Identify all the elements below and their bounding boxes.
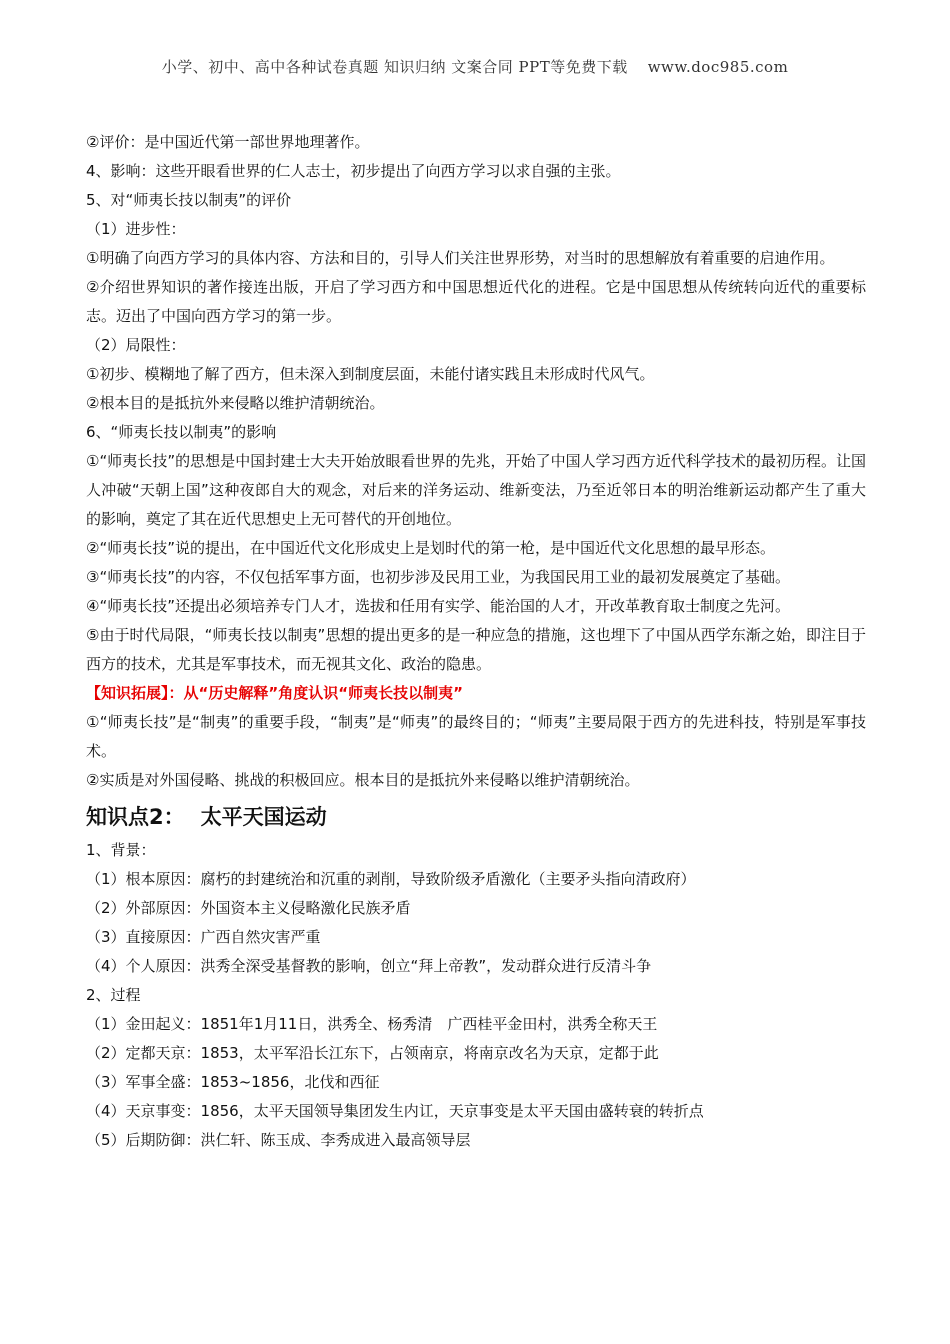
extension-title: 【知识拓展】：从“历史解释”角度认识“师夷长技以制夷” bbox=[86, 684, 463, 702]
list-item: （3）军事全盛：1853~1856，北伐和西征 bbox=[86, 1073, 380, 1091]
list-item: （1）金田起义：1851年1月11日，洪秀全、杨秀清 广西桂平金田村，洪秀全称天王 bbox=[86, 1015, 658, 1033]
paragraph: ④“师夷长技”还提出必须培养专门人才，选拔和任用有实学、能治国的人才，开改革教育取士制度之先河。 bbox=[86, 597, 790, 615]
paragraph: （1）进步性： bbox=[86, 220, 186, 238]
list-item: （3）直接原因：广西自然灾害严重 bbox=[86, 928, 321, 946]
paragraph: ①“师夷长技”的思想是中国封建士大夫开始放眼看世界的先兆，开始了中国人学习西方近代科学技术的最初历程。让国人冲破“天朝上国”这种夜郎自大的观念，对后来的洋务运动、维新变法，乃至近邻日本的明治维新运动都产生了重大的影响，奠定了其在近代思想史上无可替代的开创地位。 bbox=[86, 452, 866, 528]
paragraph: ①明确了向西方学习的具体内容、方法和目的，引导人们关注世界形势，对当时的思想解放有着重要的启迪作用。 bbox=[86, 249, 835, 267]
paragraph: （2）局限性： bbox=[86, 336, 186, 354]
paragraph: ②“师夷长技”说的提出，在中国近代文化形成史上是划时代的第一枪，是中国近代文化思想的最早形态。 bbox=[86, 539, 775, 557]
subheading: 1、背景： bbox=[86, 841, 156, 859]
section-title: 太平天国运动 bbox=[200, 805, 327, 829]
paragraph: ②介绍世界知识的著作接连出版，开启了学习西方和中国思想近代化的进程。它是中国思想从传统转向近代的重要标志。迈出了中国向西方学习的第一步。 bbox=[86, 278, 866, 325]
section-heading bbox=[86, 799, 866, 835]
paragraph: ③“师夷长技”的内容，不仅包括军事方面，也初步涉及民用工业，为我国民用工业的最初发展奠定了基础。 bbox=[86, 568, 790, 586]
extension-item: ①“师夷长技”是“制夷”的重要手段，“制夷”是“师夷”的最终目的；“师夷”主要局限于西方的先进科技，特别是军事技术。 bbox=[86, 713, 866, 760]
section-label: 知识点2： bbox=[86, 805, 185, 829]
paragraph: ②根本目的是抵抗外来侵略以维护清朝统治。 bbox=[86, 394, 385, 412]
subheading: 2、过程 bbox=[86, 986, 141, 1004]
list-item: （4）天京事变：1856，太平天国领导集团发生内讧，天京事变是太平天国由盛转衰的转折点 bbox=[86, 1102, 704, 1120]
paragraph: ⑤由于时代局限，“师夷长技以制夷”思想的提出更多的是一种应急的措施，这也埋下了中国从西学东渐之始，即注目于西方的技术，尤其是军事技术，而无视其文化、政治的隐患。 bbox=[86, 626, 866, 673]
paragraph: 5、对“师夷长技以制夷”的评价 bbox=[86, 191, 292, 209]
page-header bbox=[0, 56, 950, 77]
paragraph: ①初步、模糊地了解了西方，但未深入到制度层面，未能付诸实践且未形成时代风气。 bbox=[86, 365, 655, 383]
list-item: （1）根本原因：腐朽的封建统治和沉重的剥削，导致阶级矛盾激化（主要矛头指向清政府） bbox=[86, 870, 696, 888]
extension-item: ②实质是对外国侵略、挑战的积极回应。根本目的是抵抗外来侵略以维护清朝统治。 bbox=[86, 771, 640, 789]
list-item: （2）外部原因：外国资本主义侵略激化民族矛盾 bbox=[86, 899, 411, 917]
list-item: （5）后期防御：洪仁轩、陈玉成、李秀成进入最高领导层 bbox=[86, 1131, 471, 1149]
paragraph: ②评价：是中国近代第一部世界地理著作。 bbox=[86, 133, 370, 151]
paragraph: 4、影响：这些开眼看世界的仁人志士，初步提出了向西方学习以求自强的主张。 bbox=[86, 162, 621, 180]
header-url[interactable]: www.doc985.com bbox=[647, 58, 789, 76]
header-text: 小学、初中、高中各种试卷真题 知识归纳 文案合同 PPT等免费下载 bbox=[161, 58, 628, 76]
document-body bbox=[86, 128, 866, 1155]
list-item: （4）个人原因：洪秀全深受基督教的影响，创立“拜上帝教”，发动群众进行反清斗争 bbox=[86, 957, 652, 975]
list-item: （2）定都天京：1853，太平军沿长江东下，占领南京，将南京改名为天京，定都于此 bbox=[86, 1044, 659, 1062]
paragraph: 6、“师夷长技以制夷”的影响 bbox=[86, 423, 277, 441]
